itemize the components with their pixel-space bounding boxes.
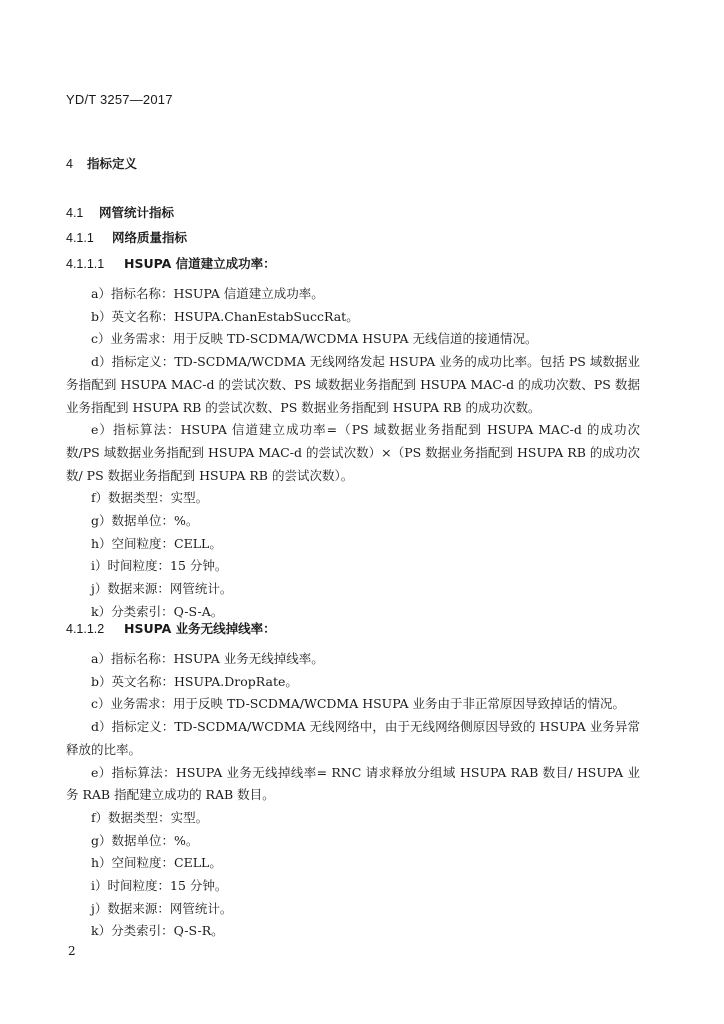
indicator-heading — [66, 254, 276, 272]
indicator-item: h）空间粒度：CELL。 — [91, 535, 222, 551]
indicator-item: k）分类索引：Q-S-R。 — [91, 923, 224, 939]
section-heading — [66, 154, 137, 172]
subsubsection-heading — [66, 228, 187, 246]
indicator-item: c）业务需求：用于反映 TD-SCDMA/WCDMA HSUPA 无线信道的接通情况。 — [91, 331, 538, 347]
indicator-heading — [66, 619, 276, 637]
indicator-items — [66, 648, 640, 943]
indicator-item: e）指标算法：HSUPA 信道建立成功率=（PS 域数据业务指配到 HSUPA MAC-d 的成功次数/PS 域数据业务指配到 HSUPA MAC-d 的尝试次数）×（PS 数据业务指配到 HSUPA RB 的成功次数/ PS 数据业务指配到 HSUPA RB 的尝试次数）。 — [66, 422, 640, 483]
indicator-item: b）英文名称：HSUPA.ChanEstabSuccRat。 — [91, 308, 359, 324]
indicator-item: k）分类索引：Q-S-A。 — [91, 603, 224, 619]
indicator-item: i）时间粒度：15 分钟。 — [91, 558, 228, 574]
indicator-title: HSUPA 业务无线掉线率： — [124, 621, 276, 636]
indicator-item: i）时间粒度：15 分钟。 — [91, 878, 228, 894]
indicator-item: j）数据来源：网管统计。 — [91, 581, 233, 597]
indicator-number: 4.1.1.1 — [66, 257, 105, 271]
indicator-item: c）业务需求：用于反映 TD-SCDMA/WCDMA HSUPA 业务由于非正常原因导致掉话的情况。 — [91, 696, 625, 712]
standard-code: YD/T 3257—2017 — [66, 92, 173, 107]
subsubsection-number: 4.1.1 — [66, 231, 94, 245]
indicator-items — [66, 283, 640, 624]
indicator-item: h）空间粒度：CELL。 — [91, 855, 222, 871]
indicator-number: 4.1.1.2 — [66, 622, 105, 636]
subsection-number: 4.1 — [66, 206, 84, 220]
indicator-item: j）数据来源：网管统计。 — [91, 900, 233, 916]
page-number: 2 — [68, 944, 76, 958]
indicator-item: a）指标名称：HSUPA 信道建立成功率。 — [91, 286, 324, 301]
indicator-item: b）英文名称：HSUPA.DropRate。 — [91, 673, 298, 689]
subsubsection-title: 网络质量指标 — [112, 230, 188, 245]
indicator-item: d）指标定义：TD-SCDMA/WCDMA 无线网络发起 HSUPA 业务的成功比率。包括 PS 域数据业务指配到 HSUPA MAC-d 的尝试次数、PS 域数据业务指配到 HSUPA MAC-d 的成功次数、PS 数据业务指配到 HSUPA RB 的尝试次数、PS 数据业务指配到 HSUPA RB 的成功次数。 — [66, 354, 640, 415]
indicator-title: HSUPA 信道建立成功率： — [124, 256, 276, 271]
indicator-item: g）数据单位：%。 — [91, 513, 199, 529]
indicator-item: d）指标定义：TD-SCDMA/WCDMA 无线网络中，由于无线网络侧原因导致的 HSUPA 业务异常释放的比率。 — [66, 719, 640, 757]
subsection-heading — [66, 203, 174, 221]
indicator-item: g）数据单位：%。 — [91, 832, 199, 848]
indicator-item: f）数据类型：实型。 — [91, 490, 209, 506]
indicator-item: a）指标名称：HSUPA 业务无线掉线率。 — [91, 651, 324, 666]
section-title: 指标定义 — [87, 156, 138, 171]
indicator-item: e）指标算法：HSUPA 业务无线掉线率= RNC 请求释放分组域 HSUPA RAB 数目/ HSUPA 业务 RAB 指配建立成功的 RAB 数目。 — [66, 764, 640, 803]
indicator-item: f）数据类型：实型。 — [91, 809, 209, 825]
section-number: 4 — [66, 157, 73, 171]
subsection-title: 网管统计指标 — [99, 205, 175, 220]
